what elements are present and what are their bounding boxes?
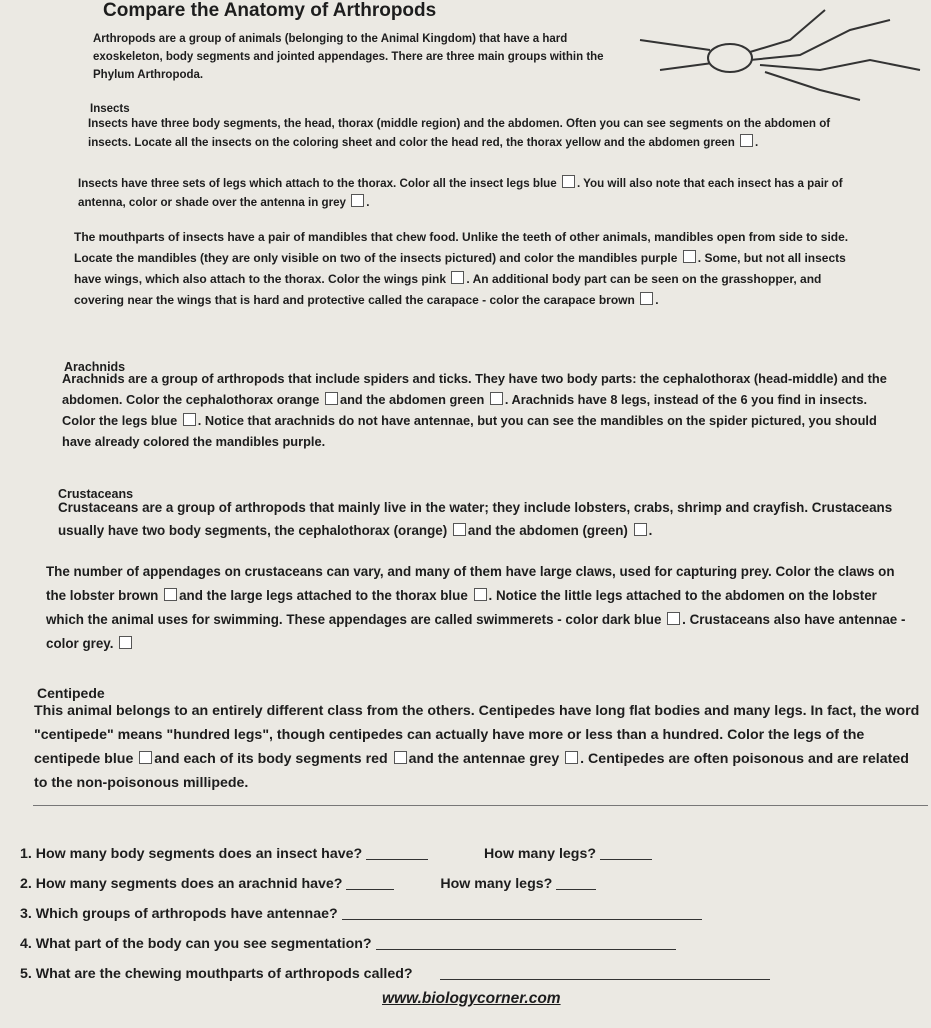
insects-p3-text-2: . Some, but not all insects have wings, which also attach to the thorax. Color the wings pink xyxy=(74,251,846,286)
centipede-heading: Centipede xyxy=(37,685,105,701)
color-box-swimmerets-dark-blue[interactable] xyxy=(667,612,680,625)
crustaceans-p1-end: . xyxy=(648,523,653,538)
centipede-p1-text-3: and the antennae grey xyxy=(408,751,560,767)
insects-paragraph-3 xyxy=(74,227,864,311)
color-box-claws-brown[interactable] xyxy=(164,588,177,601)
question-5-text: 5. What are the chewing mouthparts of arthropods called? xyxy=(20,966,413,982)
arachnids-paragraph xyxy=(62,368,892,452)
question-1b-text: How many legs? xyxy=(484,846,596,862)
insects-p2-text: Insects have three sets of legs which attach to the thorax. Color all the insect legs blue xyxy=(78,177,557,190)
answer-1a-blank[interactable] xyxy=(366,845,428,860)
arachnids-p1-end: . Notice that arachnids do not have antennae, but you can see the mandibles on the spider pictured, you should have already colored the mandibles purple. xyxy=(62,413,877,449)
color-box-wings-pink[interactable] xyxy=(451,271,464,284)
question-2-text: 2. How many segments does an arachnid have? xyxy=(20,876,343,892)
intro-paragraph: Arthropods are a group of animals (belonging to the Animal Kingdom) that have a hard exoskeleton, body segments and jointed appendages. There are three main groups within the Phylum Arthropoda. xyxy=(93,33,604,81)
question-4 xyxy=(20,935,676,952)
footer-link[interactable]: www.biologycorner.com xyxy=(382,990,561,1007)
centipede-p1-text-2: and each of its body segments red xyxy=(154,751,388,767)
insects-p3-text: The mouthparts of insects have a pair of mandibles that chew food. Unlike the teeth of other animals, mandibles open from side to side. Locate the mandibles (they are only visible on two of the insects pictured) and color the mandibles purple xyxy=(74,230,849,265)
answer-5-blank[interactable] xyxy=(440,965,770,980)
question-3 xyxy=(20,905,702,922)
crustaceans-paragraph-2 xyxy=(46,560,906,656)
insects-p2-end: . xyxy=(366,196,370,209)
insects-p1-text: Insects have three body segments, the head, thorax (middle region) and the abdomen. Often you can see segments on the abdomen of insects. Locate all the insects on the coloring sheet and color the head red, the thorax yellow and the abdomen green xyxy=(88,117,831,149)
color-box-antenna-grey[interactable] xyxy=(351,194,364,207)
question-2b-text: How many legs? xyxy=(440,876,553,892)
crustaceans-p2-text-2: and the large legs attached to the thorax blue xyxy=(179,588,468,603)
question-5 xyxy=(20,965,770,982)
insects-p3-end: . xyxy=(655,293,659,307)
insects-p3-text-3: . An additional body part can be seen on the grasshopper, and covering near the wings that is hard and protective called the carapace - color the carapace brown xyxy=(74,272,822,307)
page-title: Compare the Anatomy of Arthropods xyxy=(103,0,437,21)
crustaceans-heading: Crustaceans xyxy=(58,487,134,501)
question-1 xyxy=(20,845,652,862)
color-box-carapace-brown[interactable] xyxy=(640,292,653,305)
crustaceans-p1-text: Crustaceans are a group of arthropods that mainly live in the water; they include lobsters, crabs, shrimp and crayfish. Crustaceans usually have two body segments, the cephalothorax (orange) xyxy=(58,500,893,538)
color-box-segments-red[interactable] xyxy=(394,751,407,764)
color-box-abdomen-green[interactable] xyxy=(740,134,753,147)
insects-p2-text-2: . You will also note that each insect has a pair of antenna, color or shade over the antenna in grey xyxy=(78,177,843,209)
color-box-large-legs-blue[interactable] xyxy=(474,588,487,601)
crustaceans-p2-text: The number of appendages on crustaceans can vary, and many of them have large claws, used for capturing prey. Color the claws on the lobster brown xyxy=(46,564,895,603)
crustaceans-paragraph-1 xyxy=(58,496,908,542)
color-box-mandibles-purple[interactable] xyxy=(683,250,696,263)
answer-1b-blank[interactable] xyxy=(600,845,652,860)
arachnids-p1-text: Arachnids are a group of arthropods that include spiders and ticks. They have two body parts: the cephalothorax (head-middle) and the abdomen. Color the cephalothorax orange xyxy=(62,371,887,407)
crustaceans-p2-end: . Crustaceans also have antennae - color grey. xyxy=(46,612,906,651)
question-4-text: 4. What part of the body can you see segmentation? xyxy=(20,936,372,952)
color-box-abdomen-green-crust[interactable] xyxy=(634,523,647,536)
color-box-legs-blue[interactable] xyxy=(562,175,575,188)
color-box-cephalothorax-orange[interactable] xyxy=(325,392,338,405)
answer-3-blank[interactable] xyxy=(342,905,702,920)
spider-illustration xyxy=(600,0,931,110)
arachnids-p1-text-3: . Arachnids have 8 legs, instead of the 6 you find in insects. Color the legs blue xyxy=(62,392,868,428)
crustaceans-p1-text-2: and the abdomen (green) xyxy=(467,523,628,538)
color-box-legs-blue-arachnid[interactable] xyxy=(183,413,196,426)
section-divider xyxy=(33,805,928,806)
insects-p1-end: . xyxy=(755,136,759,149)
color-box-centipede-legs-blue[interactable] xyxy=(139,751,152,764)
centipede-p1-text: This animal belongs to an entirely different class from the others. Centipedes have long flat bodies and many legs. In fact, the word "centipede" means "hundred legs", though centipedes can actually have more or less than a hundred. Color the legs of the centipede blue xyxy=(34,703,920,767)
centipede-p1-end: . Centipedes are often poisonous and are related to the non-poisonous millipede. xyxy=(34,751,909,791)
arachnids-heading: Arachnids xyxy=(64,360,126,374)
question-2 xyxy=(20,875,596,892)
answer-2b-blank[interactable] xyxy=(556,875,596,890)
arachnids-p1-text-2: and the abdomen green xyxy=(339,392,485,407)
insects-heading: Insects xyxy=(90,103,130,115)
color-box-abdomen-green-arachnid[interactable] xyxy=(490,392,503,405)
color-box-antennae-grey-crust[interactable] xyxy=(119,636,132,649)
crustaceans-p2-text-3: . Notice the little legs attached to the abdomen on the lobster which the animal uses for swimming. These appendages are called swimmerets - color dark blue xyxy=(46,588,877,627)
insects-paragraph-1 xyxy=(88,114,858,152)
color-box-antennae-grey-centipede[interactable] xyxy=(565,751,578,764)
centipede-paragraph xyxy=(34,699,924,795)
color-box-cephalothorax-orange-crust[interactable] xyxy=(453,523,466,536)
answer-4-blank[interactable] xyxy=(376,935,676,950)
answer-2a-blank[interactable] xyxy=(346,875,394,890)
question-3-text: 3. Which groups of arthropods have antennae? xyxy=(20,906,338,922)
question-1-text: 1. How many body segments does an insect have? xyxy=(20,846,363,862)
insects-paragraph-2 xyxy=(78,174,858,212)
